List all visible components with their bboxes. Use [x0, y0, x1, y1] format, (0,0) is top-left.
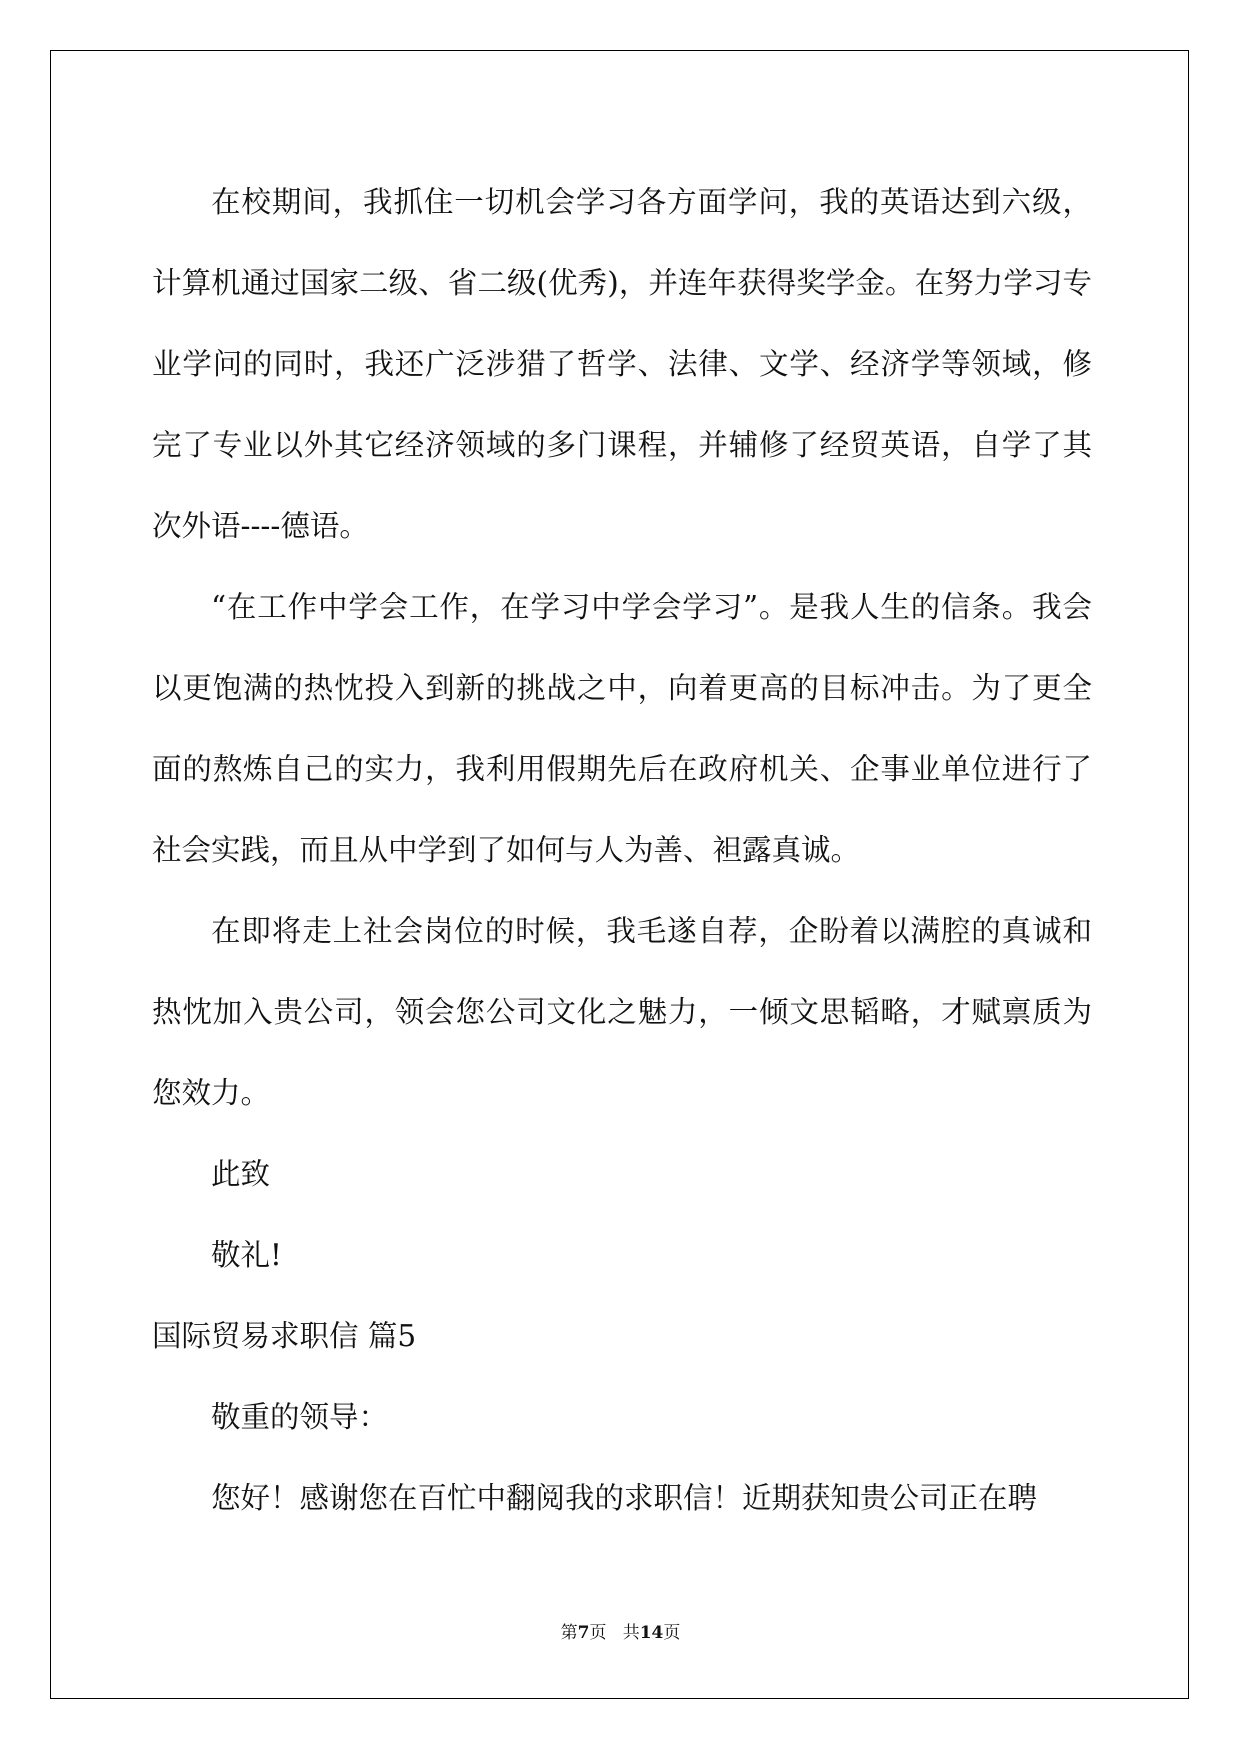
- footer-prefix: 第: [560, 1623, 578, 1643]
- closing-salutation: 此致: [211, 1157, 271, 1191]
- letter-opening: 您好！感谢您在百忙中翻阅我的求职信！近期获知贵公司正在聘: [211, 1481, 1038, 1515]
- footer-total-prefix: 共: [622, 1623, 640, 1643]
- section-heading: 国际贸易求职信 篇5: [152, 1319, 417, 1353]
- total-pages: 14: [639, 1623, 664, 1643]
- footer-page-suffix: 页: [589, 1623, 607, 1643]
- document-body: [152, 162, 1092, 1539]
- closing-regards: 敬礼!: [211, 1238, 282, 1272]
- page-footer: [0, 1618, 1241, 1643]
- paragraph-self-recommend: 在即将走上社会岗位的时候，我毛遂自荐，企盼着以满腔的真诚和热忱加入贵公司，领会您公司文化之魅力，一倾文思韬略，才赋禀质为您效力。: [152, 914, 1092, 1110]
- paragraph-study: 在校期间，我抓住一切机会学习各方面学问，我的英语达到六级，计算机通过国家二级、省二级(优秀)，并连年获得奖学金。在努力学习专业学问的同时，我还广泛涉猎了哲学、法律、文学、经济学等领域，修完了专业以外其它经济领域的多门课程，并辅修了经贸英语，自学了其次外语----德语。: [152, 185, 1092, 543]
- footer-total-suffix: 页: [663, 1623, 681, 1643]
- letter-greeting: 敬重的领导：: [211, 1400, 389, 1434]
- page-number: 7: [577, 1623, 590, 1643]
- paragraph-motto: “在工作中学会工作，在学习中学会学习”。是我人生的信条。我会以更饱满的热忱投入到新的挑战之中，向着更高的目标冲击。为了更全面的熬炼自己的实力，我利用假期先后在政府机关、企事业单位进行了社会实践，而且从中学到了如何与人为善、袒露真诚。: [152, 590, 1092, 867]
